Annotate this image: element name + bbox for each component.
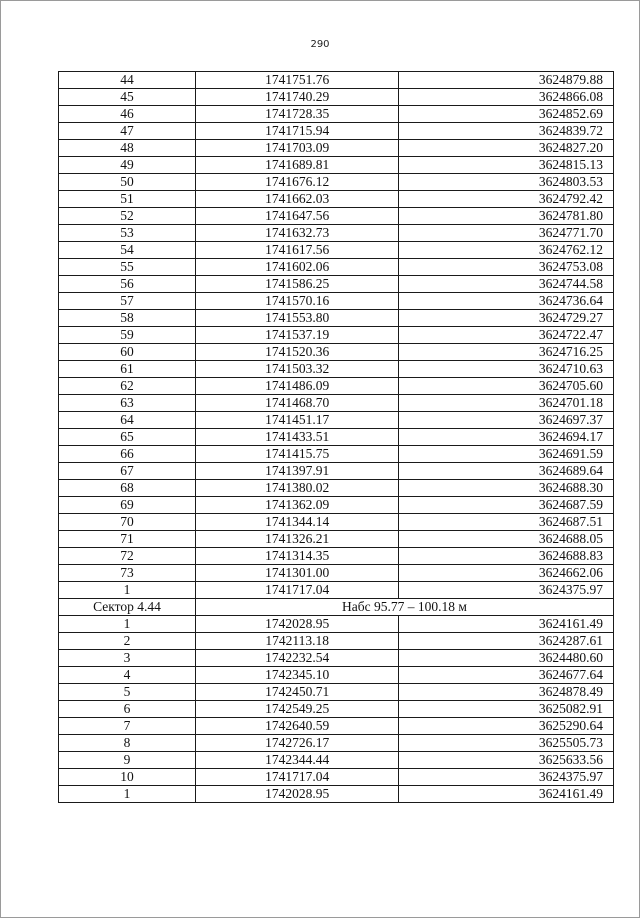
y-coordinate-cell: 3624852.69 xyxy=(399,106,614,123)
table-row xyxy=(59,633,614,650)
y-coordinate-cell: 3624161.49 xyxy=(399,786,614,803)
table-row xyxy=(59,395,614,412)
point-number-cell: 56 xyxy=(59,276,196,293)
table-row xyxy=(59,208,614,225)
y-coordinate-cell: 3624687.59 xyxy=(399,497,614,514)
point-number-cell: 1 xyxy=(59,616,196,633)
x-coordinate-cell: 1741676.12 xyxy=(195,174,399,191)
point-number-cell: 50 xyxy=(59,174,196,191)
y-coordinate-cell: 3624722.47 xyxy=(399,327,614,344)
point-number-cell: 66 xyxy=(59,446,196,463)
point-number-cell: 72 xyxy=(59,548,196,565)
table-row xyxy=(59,735,614,752)
y-coordinate-cell: 3624662.06 xyxy=(399,565,614,582)
table-row xyxy=(59,616,614,633)
x-coordinate-cell: 1741717.04 xyxy=(195,582,399,599)
x-coordinate-cell: 1741717.04 xyxy=(195,769,399,786)
point-number-cell: 47 xyxy=(59,123,196,140)
y-coordinate-cell: 3624762.12 xyxy=(399,242,614,259)
table-row xyxy=(59,667,614,684)
y-coordinate-cell: 3624827.20 xyxy=(399,140,614,157)
x-coordinate-cell: 1741301.00 xyxy=(195,565,399,582)
x-coordinate-cell: 1742726.17 xyxy=(195,735,399,752)
x-coordinate-cell: 1741662.03 xyxy=(195,191,399,208)
table-row xyxy=(59,157,614,174)
x-coordinate-cell: 1742640.59 xyxy=(195,718,399,735)
point-number-cell: 65 xyxy=(59,429,196,446)
table-row xyxy=(59,276,614,293)
point-number-cell: 70 xyxy=(59,514,196,531)
y-coordinate-cell: 3624781.80 xyxy=(399,208,614,225)
x-coordinate-cell: 1741380.02 xyxy=(195,480,399,497)
x-coordinate-cell: 1741468.70 xyxy=(195,395,399,412)
point-number-cell: 5 xyxy=(59,684,196,701)
point-number-cell: 10 xyxy=(59,769,196,786)
y-coordinate-cell: 3624866.08 xyxy=(399,89,614,106)
x-coordinate-cell: 1741362.09 xyxy=(195,497,399,514)
y-coordinate-cell: 3624694.17 xyxy=(399,429,614,446)
x-coordinate-cell: 1741751.76 xyxy=(195,72,399,89)
y-coordinate-cell: 3625633.56 xyxy=(399,752,614,769)
point-number-cell: 3 xyxy=(59,650,196,667)
table-row xyxy=(59,684,614,701)
table-row xyxy=(59,514,614,531)
x-coordinate-cell: 1742450.71 xyxy=(195,684,399,701)
x-coordinate-cell: 1742028.95 xyxy=(195,786,399,803)
x-coordinate-cell: 1741344.14 xyxy=(195,514,399,531)
x-coordinate-cell: 1741689.81 xyxy=(195,157,399,174)
table-row xyxy=(59,565,614,582)
x-coordinate-cell: 1741326.21 xyxy=(195,531,399,548)
point-number-cell: 1 xyxy=(59,582,196,599)
table-row xyxy=(59,242,614,259)
point-number-cell: 52 xyxy=(59,208,196,225)
table-row xyxy=(59,480,614,497)
table-row xyxy=(59,293,614,310)
table-row xyxy=(59,310,614,327)
coordinates-table-body xyxy=(59,72,614,803)
y-coordinate-cell: 3624710.63 xyxy=(399,361,614,378)
point-number-cell: 6 xyxy=(59,701,196,718)
y-coordinate-cell: 3624287.61 xyxy=(399,633,614,650)
x-coordinate-cell: 1742028.95 xyxy=(195,616,399,633)
point-number-cell: 62 xyxy=(59,378,196,395)
table-row xyxy=(59,106,614,123)
point-number-cell: 2 xyxy=(59,633,196,650)
x-coordinate-cell: 1741314.35 xyxy=(195,548,399,565)
point-number-cell: 60 xyxy=(59,344,196,361)
y-coordinate-cell: 3624480.60 xyxy=(399,650,614,667)
table-row xyxy=(59,429,614,446)
point-number-cell: 54 xyxy=(59,242,196,259)
y-coordinate-cell: 3624375.97 xyxy=(399,769,614,786)
y-coordinate-cell: 3624687.51 xyxy=(399,514,614,531)
point-number-cell: 59 xyxy=(59,327,196,344)
point-number-cell: 7 xyxy=(59,718,196,735)
x-coordinate-cell: 1741537.19 xyxy=(195,327,399,344)
y-coordinate-cell: 3624771.70 xyxy=(399,225,614,242)
y-coordinate-cell: 3624839.72 xyxy=(399,123,614,140)
x-coordinate-cell: 1742113.18 xyxy=(195,633,399,650)
x-coordinate-cell: 1742344.44 xyxy=(195,752,399,769)
point-number-cell: 1 xyxy=(59,786,196,803)
point-number-cell: 67 xyxy=(59,463,196,480)
x-coordinate-cell: 1741520.36 xyxy=(195,344,399,361)
y-coordinate-cell: 3624691.59 xyxy=(399,446,614,463)
point-number-cell: 63 xyxy=(59,395,196,412)
y-coordinate-cell: 3624688.83 xyxy=(399,548,614,565)
x-coordinate-cell: 1741570.16 xyxy=(195,293,399,310)
x-coordinate-cell: 1741715.94 xyxy=(195,123,399,140)
table-row xyxy=(59,89,614,106)
y-coordinate-cell: 3624688.30 xyxy=(399,480,614,497)
x-coordinate-cell: 1742549.25 xyxy=(195,701,399,718)
y-coordinate-cell: 3624688.05 xyxy=(399,531,614,548)
table-row xyxy=(59,191,614,208)
point-number-cell: 61 xyxy=(59,361,196,378)
table-row xyxy=(59,786,614,803)
table-row xyxy=(59,769,614,786)
y-coordinate-cell: 3624677.64 xyxy=(399,667,614,684)
y-coordinate-cell: 3624815.13 xyxy=(399,157,614,174)
x-coordinate-cell: 1742232.54 xyxy=(195,650,399,667)
table-row xyxy=(59,72,614,89)
table-row xyxy=(59,548,614,565)
point-number-cell: 58 xyxy=(59,310,196,327)
y-coordinate-cell: 3624878.49 xyxy=(399,684,614,701)
y-coordinate-cell: 3624736.64 xyxy=(399,293,614,310)
y-coordinate-cell: 3624701.18 xyxy=(399,395,614,412)
table-row xyxy=(59,259,614,276)
x-coordinate-cell: 1741503.32 xyxy=(195,361,399,378)
point-number-cell: 68 xyxy=(59,480,196,497)
point-number-cell: 44 xyxy=(59,72,196,89)
x-coordinate-cell: 1741602.06 xyxy=(195,259,399,276)
x-coordinate-cell: 1741451.17 xyxy=(195,412,399,429)
y-coordinate-cell: 3624803.53 xyxy=(399,174,614,191)
table-row xyxy=(59,140,614,157)
point-number-cell: 53 xyxy=(59,225,196,242)
x-coordinate-cell: 1741553.80 xyxy=(195,310,399,327)
y-coordinate-cell: 3625082.91 xyxy=(399,701,614,718)
x-coordinate-cell: 1741647.56 xyxy=(195,208,399,225)
table-row xyxy=(59,123,614,140)
table-row xyxy=(59,718,614,735)
point-number-cell: 73 xyxy=(59,565,196,582)
table-row xyxy=(59,531,614,548)
table-row xyxy=(59,463,614,480)
x-coordinate-cell: 1741728.35 xyxy=(195,106,399,123)
y-coordinate-cell: 3625505.73 xyxy=(399,735,614,752)
y-coordinate-cell: 3624689.64 xyxy=(399,463,614,480)
coordinates-table xyxy=(58,71,614,803)
table-row xyxy=(59,327,614,344)
point-number-cell: 9 xyxy=(59,752,196,769)
table-row xyxy=(59,378,614,395)
table-row xyxy=(59,752,614,769)
y-coordinate-cell: 3624697.37 xyxy=(399,412,614,429)
y-coordinate-cell: 3624792.42 xyxy=(399,191,614,208)
point-number-cell: 4 xyxy=(59,667,196,684)
point-number-cell: 55 xyxy=(59,259,196,276)
y-coordinate-cell: 3624744.58 xyxy=(399,276,614,293)
x-coordinate-cell: 1741433.51 xyxy=(195,429,399,446)
point-number-cell: 69 xyxy=(59,497,196,514)
point-number-cell: 45 xyxy=(59,89,196,106)
point-number-cell: 64 xyxy=(59,412,196,429)
x-coordinate-cell: 1741740.29 xyxy=(195,89,399,106)
x-coordinate-cell: 1742345.10 xyxy=(195,667,399,684)
x-coordinate-cell: 1741703.09 xyxy=(195,140,399,157)
point-number-cell: 8 xyxy=(59,735,196,752)
y-coordinate-cell: 3624716.25 xyxy=(399,344,614,361)
table-row xyxy=(59,344,614,361)
table-row xyxy=(59,701,614,718)
point-number-cell: 49 xyxy=(59,157,196,174)
point-number-cell: 48 xyxy=(59,140,196,157)
table-row xyxy=(59,582,614,599)
sector-label: Сектор 4.44 xyxy=(59,599,196,616)
table-row xyxy=(59,446,614,463)
point-number-cell: 46 xyxy=(59,106,196,123)
sector-height-range: Набс 95.77 – 100.18 м xyxy=(195,599,613,616)
y-coordinate-cell: 3624375.97 xyxy=(399,582,614,599)
x-coordinate-cell: 1741486.09 xyxy=(195,378,399,395)
y-coordinate-cell: 3624161.49 xyxy=(399,616,614,633)
y-coordinate-cell: 3624705.60 xyxy=(399,378,614,395)
y-coordinate-cell: 3624729.27 xyxy=(399,310,614,327)
table-row xyxy=(59,650,614,667)
x-coordinate-cell: 1741415.75 xyxy=(195,446,399,463)
point-number-cell: 51 xyxy=(59,191,196,208)
point-number-cell: 57 xyxy=(59,293,196,310)
sector-header-row xyxy=(59,599,614,616)
point-number-cell: 71 xyxy=(59,531,196,548)
x-coordinate-cell: 1741586.25 xyxy=(195,276,399,293)
table-row xyxy=(59,412,614,429)
x-coordinate-cell: 1741632.73 xyxy=(195,225,399,242)
y-coordinate-cell: 3625290.64 xyxy=(399,718,614,735)
y-coordinate-cell: 3624879.88 xyxy=(399,72,614,89)
table-row xyxy=(59,174,614,191)
x-coordinate-cell: 1741617.56 xyxy=(195,242,399,259)
table-row xyxy=(59,497,614,514)
table-row xyxy=(59,361,614,378)
x-coordinate-cell: 1741397.91 xyxy=(195,463,399,480)
y-coordinate-cell: 3624753.08 xyxy=(399,259,614,276)
page-number: 290 xyxy=(310,39,330,50)
table-row xyxy=(59,225,614,242)
